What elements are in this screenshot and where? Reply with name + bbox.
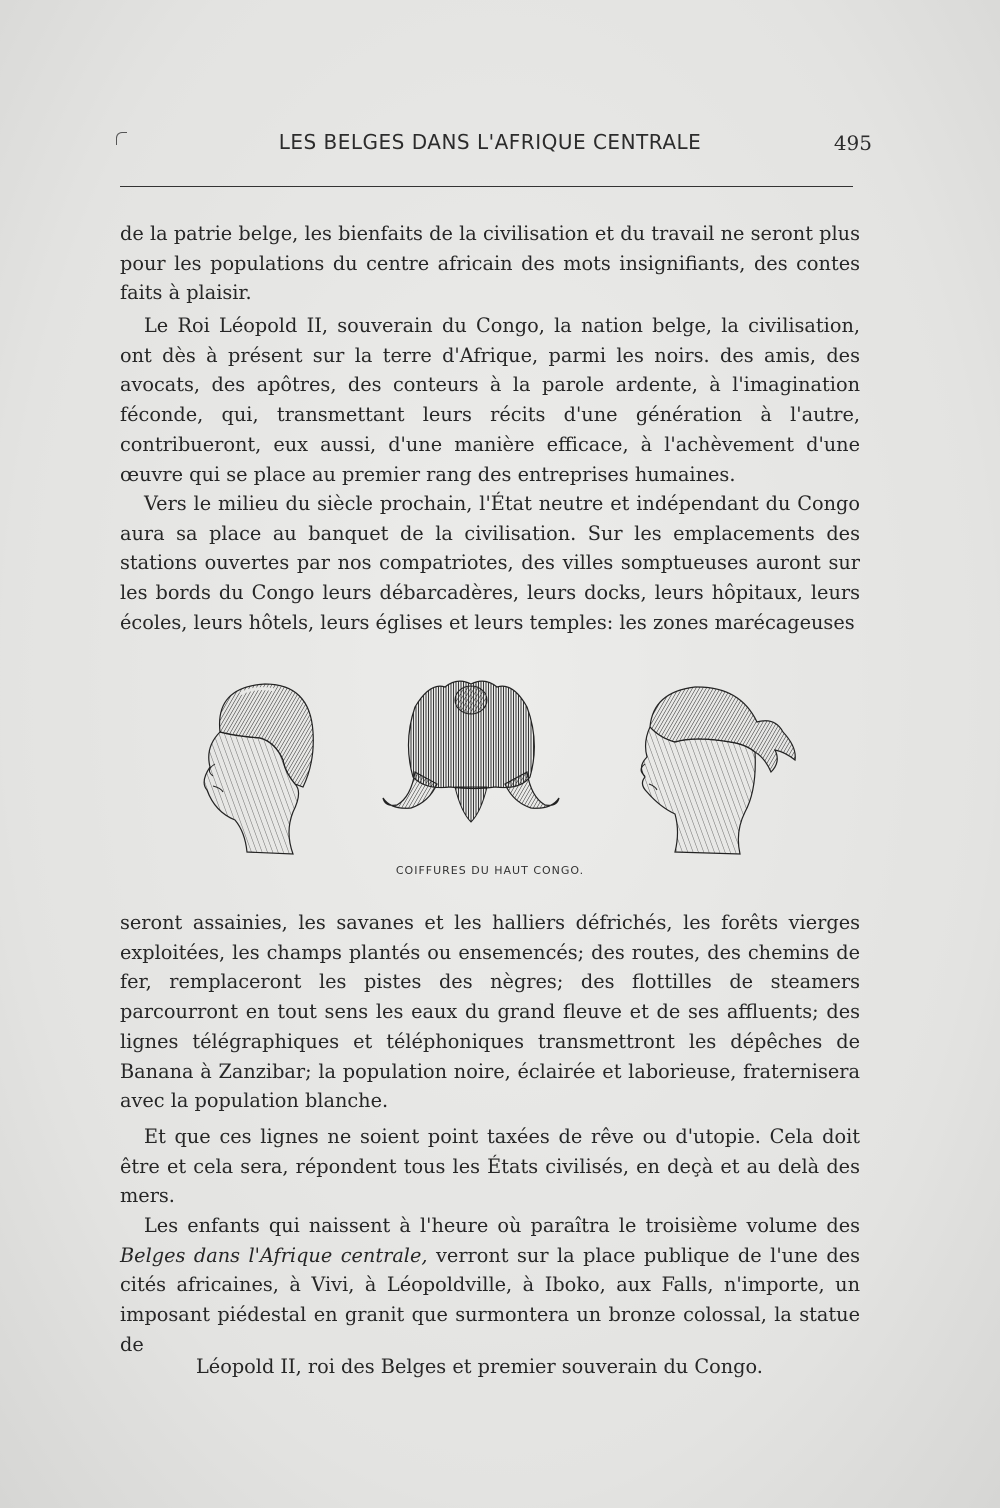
hairstyles-illustration xyxy=(175,672,805,860)
head-right-drawing xyxy=(641,687,795,854)
paragraph-4: seront assainies, les savanes et les halliers défrichés, les forêts vierges exploitées, les champs plantés ou ensemencés; des routes, des chemins de fer, remplaceront les pistes des nègres; des flottilles de steamers parcourront en tout sens les eaux du grand fleuve et de ses affluents; des lignes télégraphiques et téléphoniques transmettront les dépêches de Banana à Zanzibar; la population noire, éclairée et laborieuse, fraternisera avec la population blanche. xyxy=(120,911,860,1113)
book-title-italic: Belges dans l'Afrique centrale, xyxy=(120,1243,428,1267)
figure-caption: COIFFURES DU HAUT CONGO. xyxy=(395,864,585,877)
running-head: LES BELGES DANS L'AFRIQUE CENTRALE xyxy=(278,130,702,154)
paragraph-6 xyxy=(120,1211,860,1360)
page-number: 495 xyxy=(833,131,872,155)
head-left-drawing xyxy=(204,684,313,854)
paragraph-5: Et que ces lignes ne soient point taxées de rêve ou d'utopie. Cela doit être et cela sera, répondent tous les États civilisés, en deçà et au delà des mers. xyxy=(120,1125,860,1208)
paragraph-1: de la patrie belge, les bienfaits de la civilisation et du travail ne seront plus pour les populations du centre africain des mots insignifiants, des contes faits à plaisir. xyxy=(120,222,860,305)
hairpiece-middle-drawing xyxy=(383,681,559,822)
paragraph-3: Vers le milieu du siècle prochain, l'État neutre et indépendant du Congo aura sa place au banquet de la civilisation. Sur les emplacements des stations ouvertes par nos compatriotes, des villes somptueuses auront sur les bords du Congo leurs débarcadères, leurs docks, leurs hôpitaux, leurs écoles, leurs hôtels, leurs églises et leurs temples: les zones marécageuses xyxy=(120,492,860,634)
corner-mark xyxy=(116,132,127,145)
header-rule xyxy=(120,186,853,187)
closing-line: Léopold II, roi des Belges et premier souverain du Congo. xyxy=(196,1355,763,1378)
paragraph-6-text-a: Les enfants qui naissent à l'heure où paraîtra le troisième volume des xyxy=(144,1214,860,1237)
paragraph-6-text-b: verront sur la place publique de l'une des cités africaines, à Vivi, à Léopoldville, à Iboko, aux Falls, n'importe, un imposant piédestal en granit que surmontera un bronze colossal, la statue de xyxy=(120,1243,860,1356)
paragraph-2: Le Roi Léopold II, souverain du Congo, la nation belge, la civilisation, ont dès à présent sur la terre d'Afrique, parmi les noirs. des amis, des avocats, des apôtres, des conteurs à la parole ardente, à l'imagination féconde, qui, transmettant leurs récits d'une génération à l'autre, contribueront, eux aussi, d'une manière efficace, à l'achèvement d'une œuvre qui se place au premier rang des entreprises humaines. xyxy=(120,314,860,486)
